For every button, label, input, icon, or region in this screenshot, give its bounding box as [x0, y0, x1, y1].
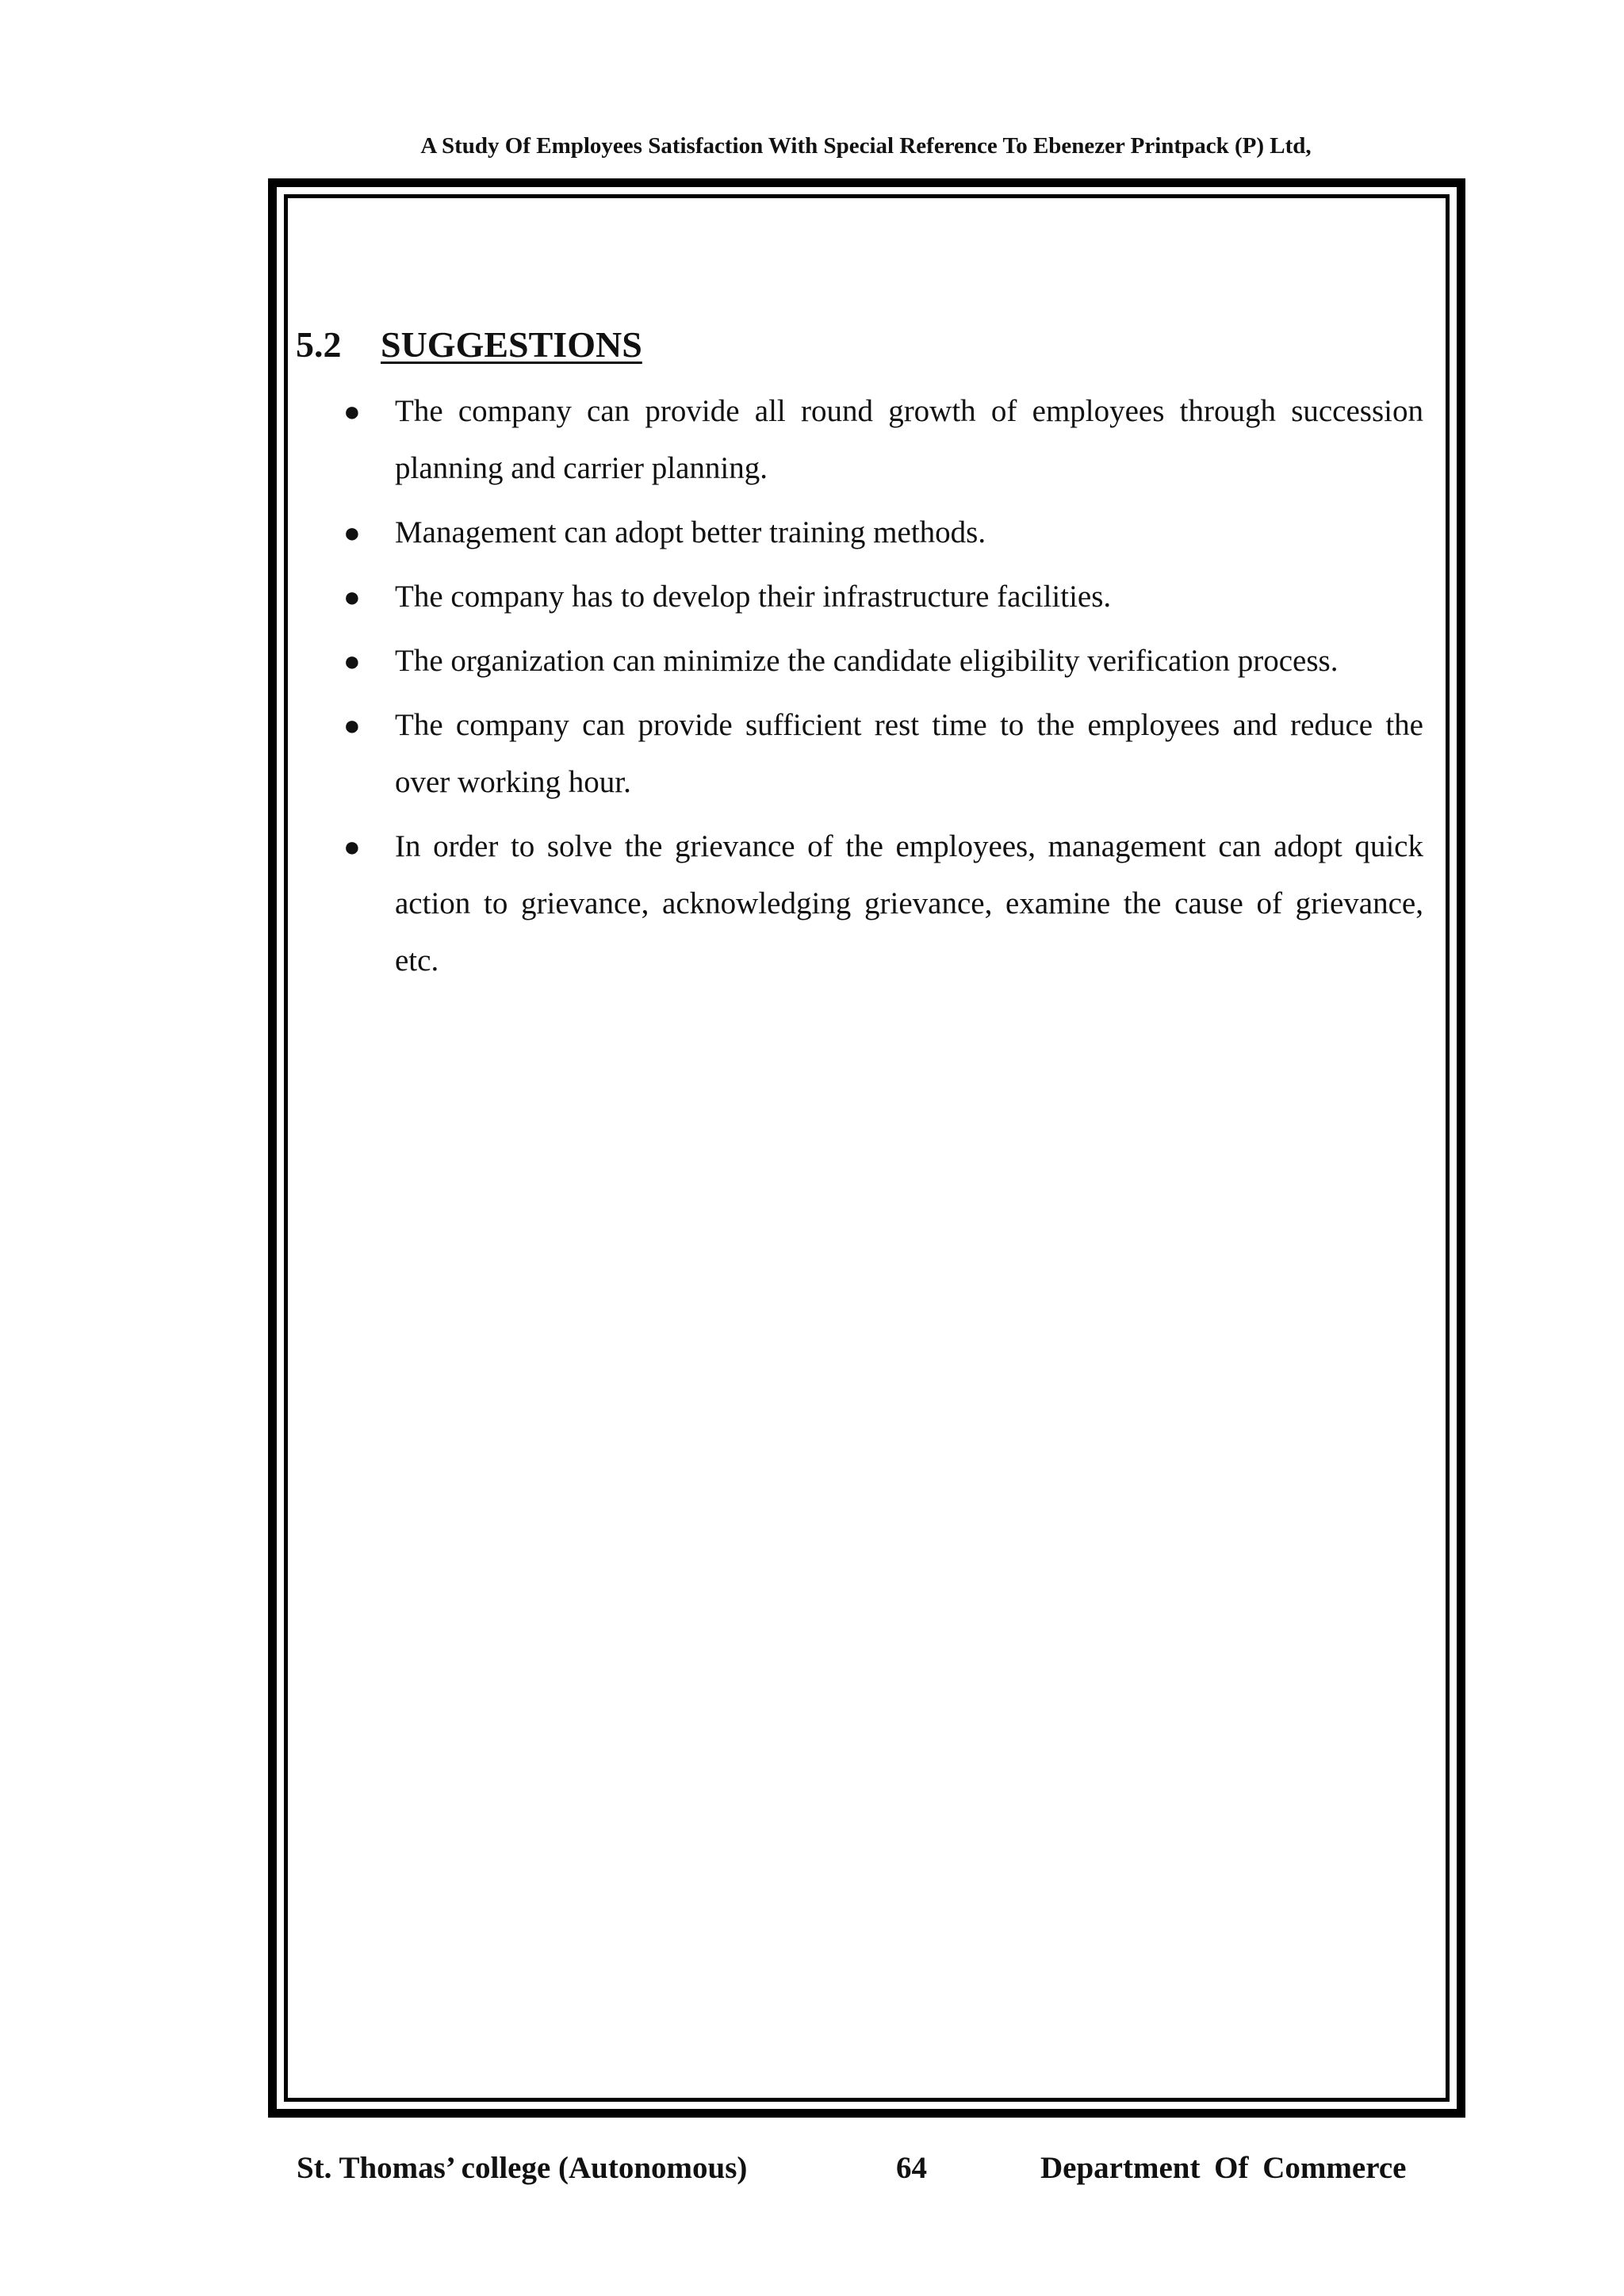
section-number: 5.2: [296, 324, 342, 365]
page-footer: [0, 2150, 1624, 2190]
list-item: [289, 568, 1423, 626]
footer-department: Department Of Commerce: [1040, 2151, 1407, 2185]
footer-college: St. Thomas’ college (Autonomous): [297, 2151, 748, 2185]
list-item-text: The organization can minimize the candidate eligibility verification process.: [395, 644, 1339, 678]
page-number: 64: [896, 2151, 927, 2185]
bullet-icon: ●: [343, 831, 361, 863]
running-header: A Study Of Employees Satisfaction With Special Reference To Ebenezer Printpack (P) Ltd,: [420, 133, 1312, 159]
list-item-text: The company has to develop their infrastructure facilities.: [395, 580, 1112, 614]
section-heading: [296, 321, 1447, 369]
list-item-text: The company can provide all round growth of employees through succession planning and carrier planning.: [395, 394, 1423, 485]
bullet-icon: ●: [343, 710, 361, 741]
section-title: SUGGESTIONS: [381, 324, 642, 365]
list-item: [289, 633, 1423, 690]
list-item-text: In order to solve the grievance of the employees, management can adopt quick action to grievance, acknowledging grievance, examine the cause of grievance, etc.: [395, 829, 1423, 978]
bullet-icon: ●: [343, 581, 361, 613]
list-item: [289, 383, 1423, 497]
bullet-icon: ●: [343, 517, 361, 549]
bullet-icon: ●: [343, 396, 361, 427]
list-item-text: Management can adopt better training methods.: [395, 515, 986, 549]
suggestions-list: [289, 383, 1447, 989]
list-item: [289, 504, 1423, 561]
list-item: [289, 818, 1423, 989]
page-content: [289, 321, 1447, 997]
list-item-text: The company can provide sufficient rest time to the employees and reduce the over working hour.: [395, 708, 1423, 799]
list-item: [289, 697, 1423, 811]
bullet-icon: ●: [343, 645, 361, 677]
